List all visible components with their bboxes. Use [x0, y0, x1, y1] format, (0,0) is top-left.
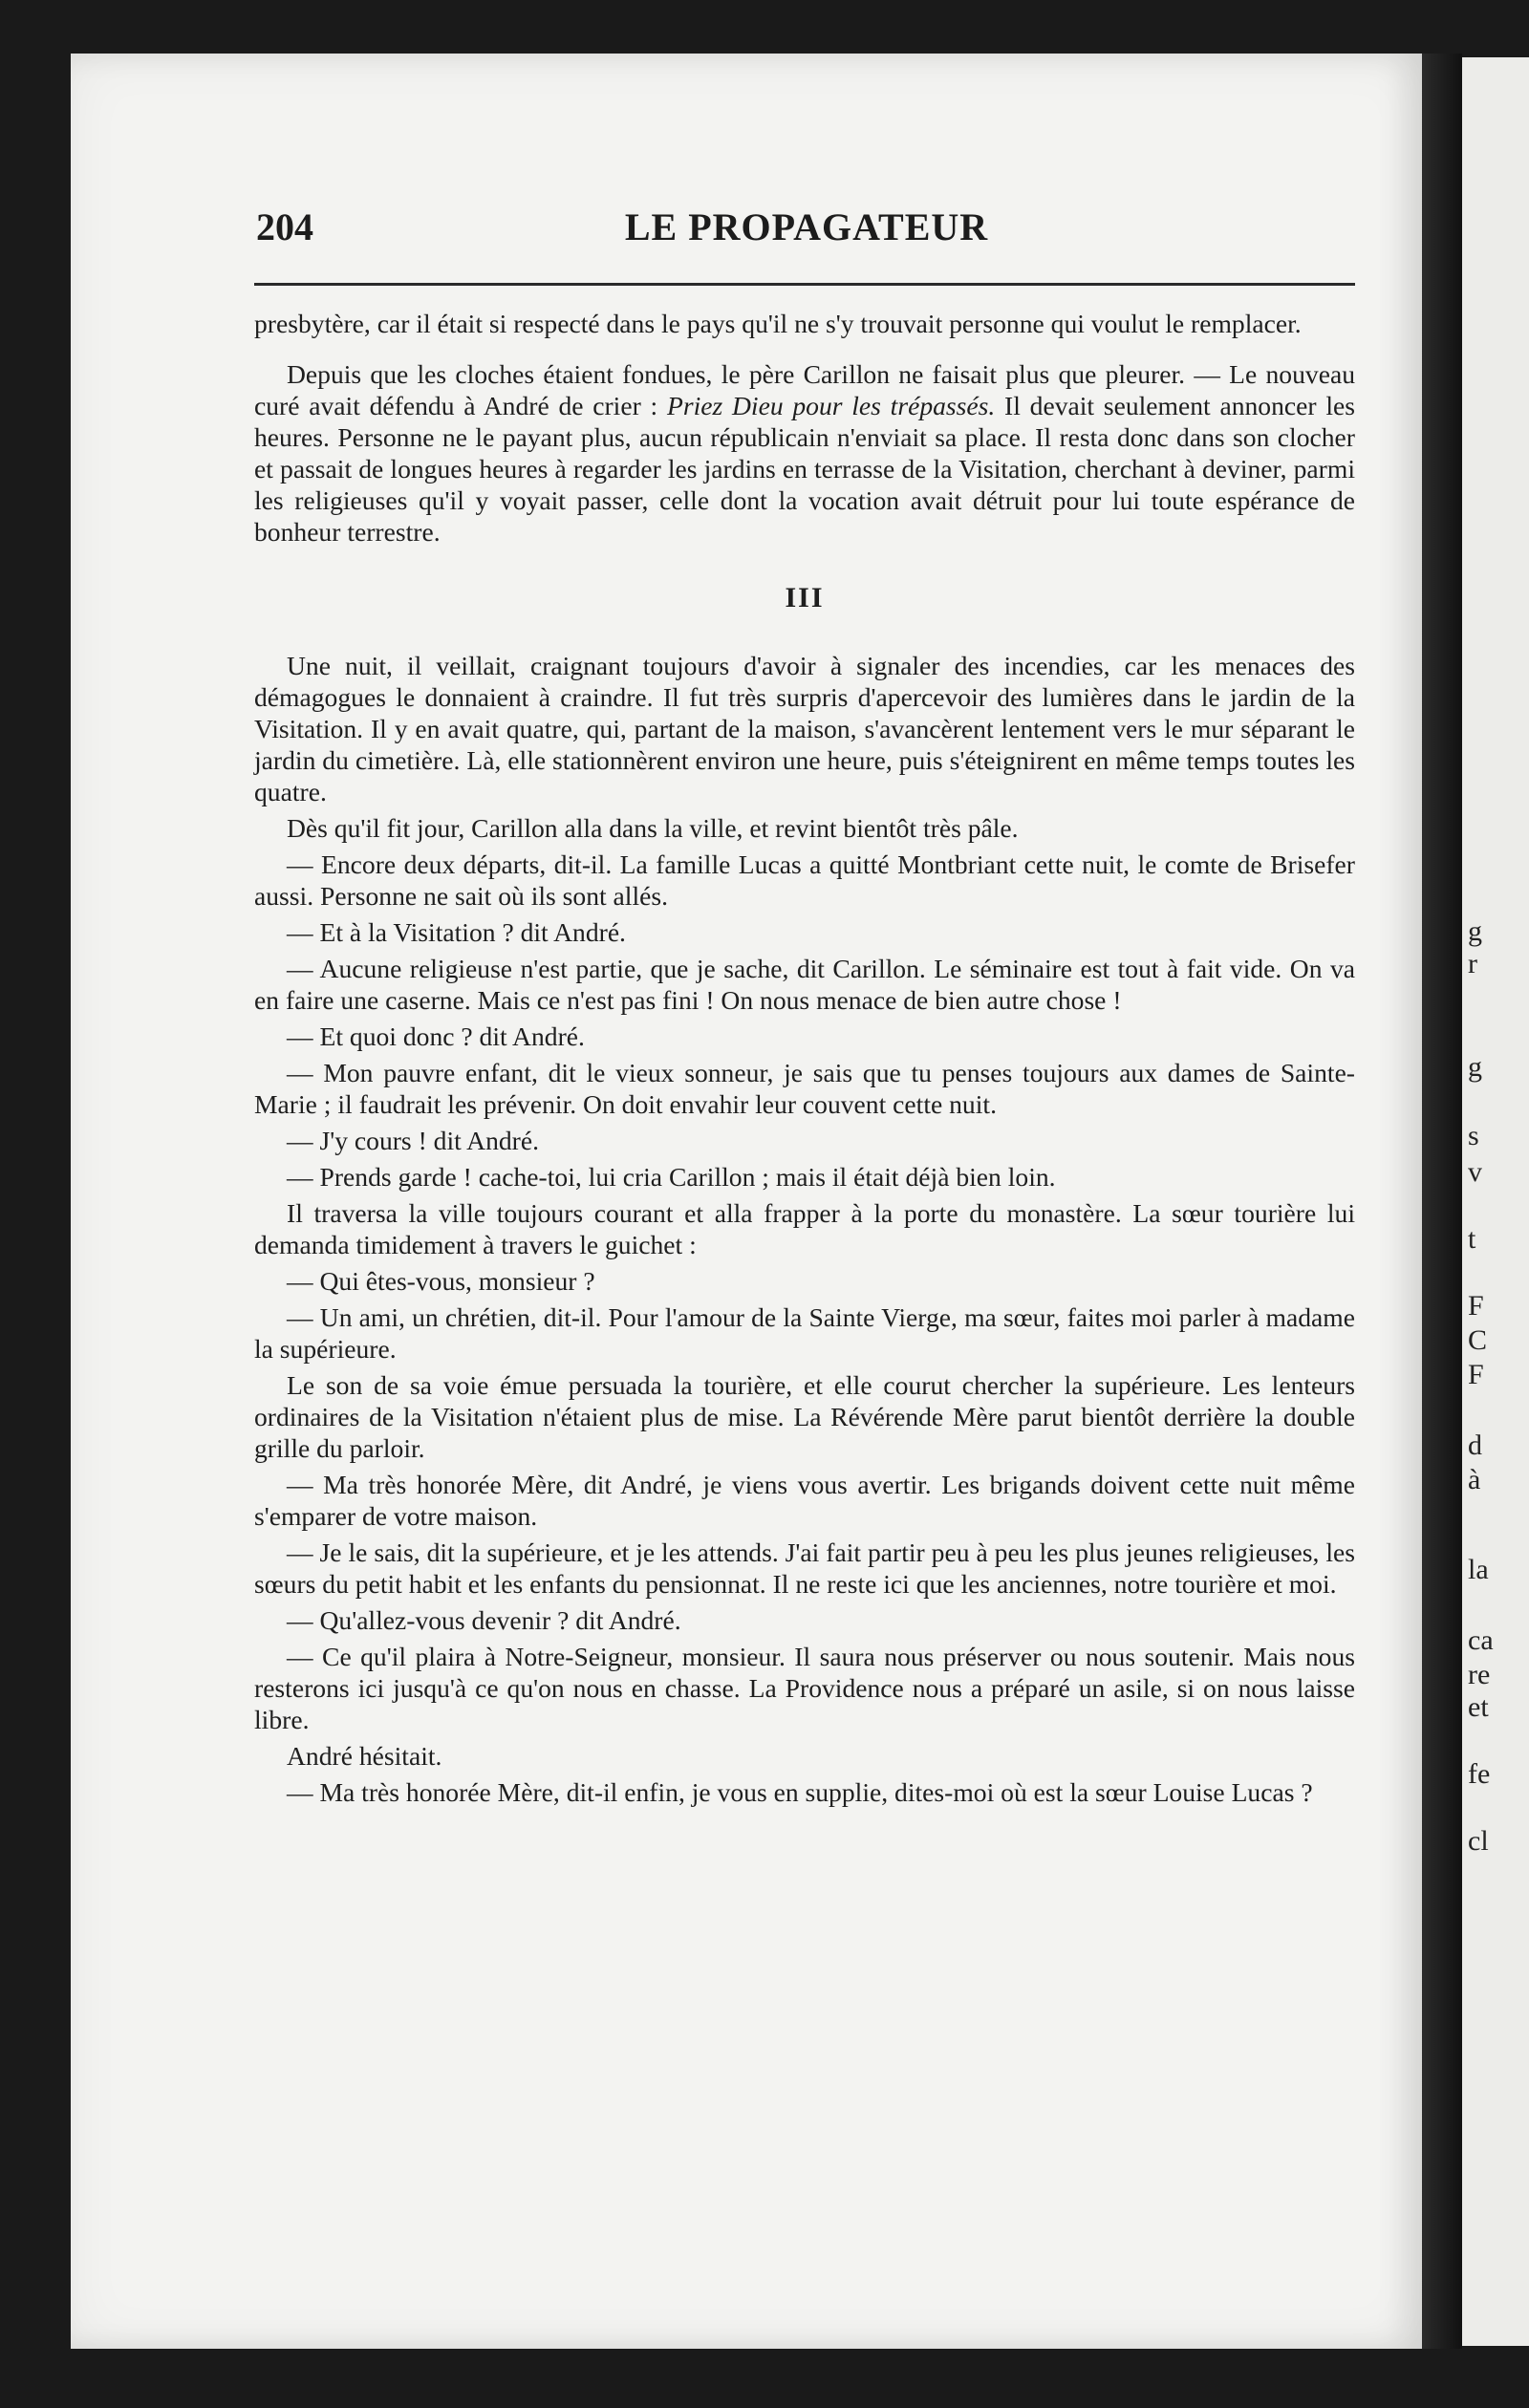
paragraph: Il traversa la ville toujours courant et alla frapper à la porte du monastère. La sœur tourière lui demanda timidement à travers le guichet : [254, 1198, 1355, 1259]
page-body [254, 308, 1355, 1808]
paragraph: Dès qu'il fit jour, Carillon alla dans la ville, et revint bientôt très pâle. [287, 813, 1019, 843]
next-page-fragment: F [1468, 1290, 1484, 1322]
next-page-fragment: cl [1468, 1825, 1489, 1857]
page-header [256, 204, 1357, 262]
next-page-fragment: re [1468, 1659, 1491, 1690]
paragraph-text: Depuis que les cloches étaient fondues, le père Carillon ne faisait plus que pleurer. — Le nouveau curé avait défendu à André de crier : [254, 359, 1355, 420]
next-page-fragment: d [1468, 1430, 1482, 1461]
paragraph-text: Il devait seulement annoncer les heures. Personne ne le payant plus, aucun républicain n'enviait sa place. Il resta donc dans son clocher et passait de longues heures à regarder les jardins en terrasse de la Visitation, cherchant à deviner, parmi les religieuses qu'il y voyait passer, celle dont la vocation avait détruit pour lui toute espérance de bonheur terrestre. [254, 391, 1355, 547]
dialogue-line: — Qu'allez-vous devenir ? dit André. [287, 1605, 681, 1635]
paragraph: André hésitait. [287, 1741, 442, 1771]
next-page-fragment: t [1468, 1223, 1476, 1255]
next-page-fragment: à [1468, 1464, 1481, 1495]
italic-phrase: Priez Dieu pour les trépassés. [666, 391, 996, 420]
paragraph: Le son de sa voie émue persuada la tourière, et elle courut chercher la supérieure. Les lenteurs ordinaires de la Visitation n'étaient plus de mise. La Révérende Mère parut bientôt derrière la double grille du parloir. [254, 1370, 1355, 1463]
dialogue-line: — Encore deux départs, dit-il. La famille Lucas a quitté Montbriant cette nuit, le comte de Brisefer aussi. Personne ne sait où ils sont allés. [254, 849, 1355, 911]
dialogue-line: — Ce qu'il plaira à Notre-Seigneur, monsieur. Il saura nous préserver ou nous soutenir. Mais nous resterons ici jusqu'à ce qu'on nous en chasse. La Providence nous a préparé un asile, si on nous laisse libre. [254, 1642, 1355, 1734]
dialogue-line: — Un ami, un chrétien, dit-il. Pour l'amour de la Sainte Vierge, ma sœur, faites moi parler à madame la supérieure. [254, 1302, 1355, 1364]
dialogue-line: — Je le sais, dit la supérieure, et je les attends. J'ai fait partir peu à peu les plus jeunes religieuses, les sœurs du petit habit et les enfants du pensionnat. Il ne reste ici que les anciennes, notre tourière et moi. [254, 1537, 1355, 1599]
dialogue-line: — Et à la Visitation ? dit André. [287, 917, 626, 947]
next-page-fragment: r [1468, 948, 1477, 979]
next-page-fragment: et [1468, 1691, 1489, 1723]
paragraph: presbytère, car il était si respecté dans le pays qu'il ne s'y trouvait personne qui voulut le remplacer. [254, 309, 1302, 338]
adjacent-page-edge [1462, 57, 1529, 2346]
dialogue-line: — Ma très honorée Mère, dit-il enfin, je vous en supplie, dites-moi où est la sœur Louise Lucas ? [287, 1777, 1313, 1807]
next-page-fragment: C [1468, 1324, 1488, 1356]
running-title: LE PROPAGATEUR [624, 205, 989, 248]
book-gutter [1422, 54, 1462, 2349]
next-page-fragment: g [1468, 915, 1482, 947]
next-page-fragment: F [1468, 1359, 1484, 1390]
next-page-fragment: fe [1468, 1758, 1491, 1790]
dialogue-line: — J'y cours ! dit André. [287, 1126, 540, 1155]
header-rule [254, 283, 1355, 286]
next-page-fragment: ca [1468, 1624, 1494, 1656]
section-heading: III [785, 582, 825, 613]
next-page-fragment: v [1468, 1156, 1482, 1188]
next-page-fragment: s [1468, 1120, 1479, 1151]
dialogue-line: — Aucune religieuse n'est partie, que je sache, dit Carillon. Le séminaire est tout à fait vide. On va en faire une caserne. Mais ce n'est pas fini ! On nous menace de bien autre chose ! [254, 954, 1355, 1015]
page-number: 204 [256, 205, 313, 248]
dialogue-line: — Mon pauvre enfant, dit le vieux sonneur, je sais que tu penses toujours aux dames de Sainte-Marie ; il faudrait les prévenir. On doit envahir leur couvent cette nuit. [254, 1058, 1355, 1119]
next-page-fragment: la [1468, 1554, 1489, 1585]
paragraph: Une nuit, il veillait, craignant toujours d'avoir à signaler des incendies, car les menaces des démagogues le donnaient à craindre. Il fut très surpris d'apercevoir des lumières dans le jardin de la Visitation. Il y en avait quatre, qui, partant de la maison, s'avancèrent lentement vers le mur séparant le jardin du cimetière. Là, elle stationnèrent environ une heure, puis s'éteignirent en même temps toutes les quatre. [254, 651, 1355, 806]
dialogue-line: — Prends garde ! cache-toi, lui cria Carillon ; mais il était déjà bien loin. [287, 1162, 1056, 1192]
dialogue-line: — Qui êtes-vous, monsieur ? [287, 1266, 595, 1296]
dialogue-line: — Et quoi donc ? dit André. [287, 1021, 585, 1051]
dialogue-line: — Ma très honorée Mère, dit André, je viens vous avertir. Les brigands doivent cette nuit même s'emparer de votre maison. [254, 1470, 1355, 1531]
paragraph [254, 358, 1355, 548]
next-page-fragment: g [1468, 1051, 1482, 1083]
